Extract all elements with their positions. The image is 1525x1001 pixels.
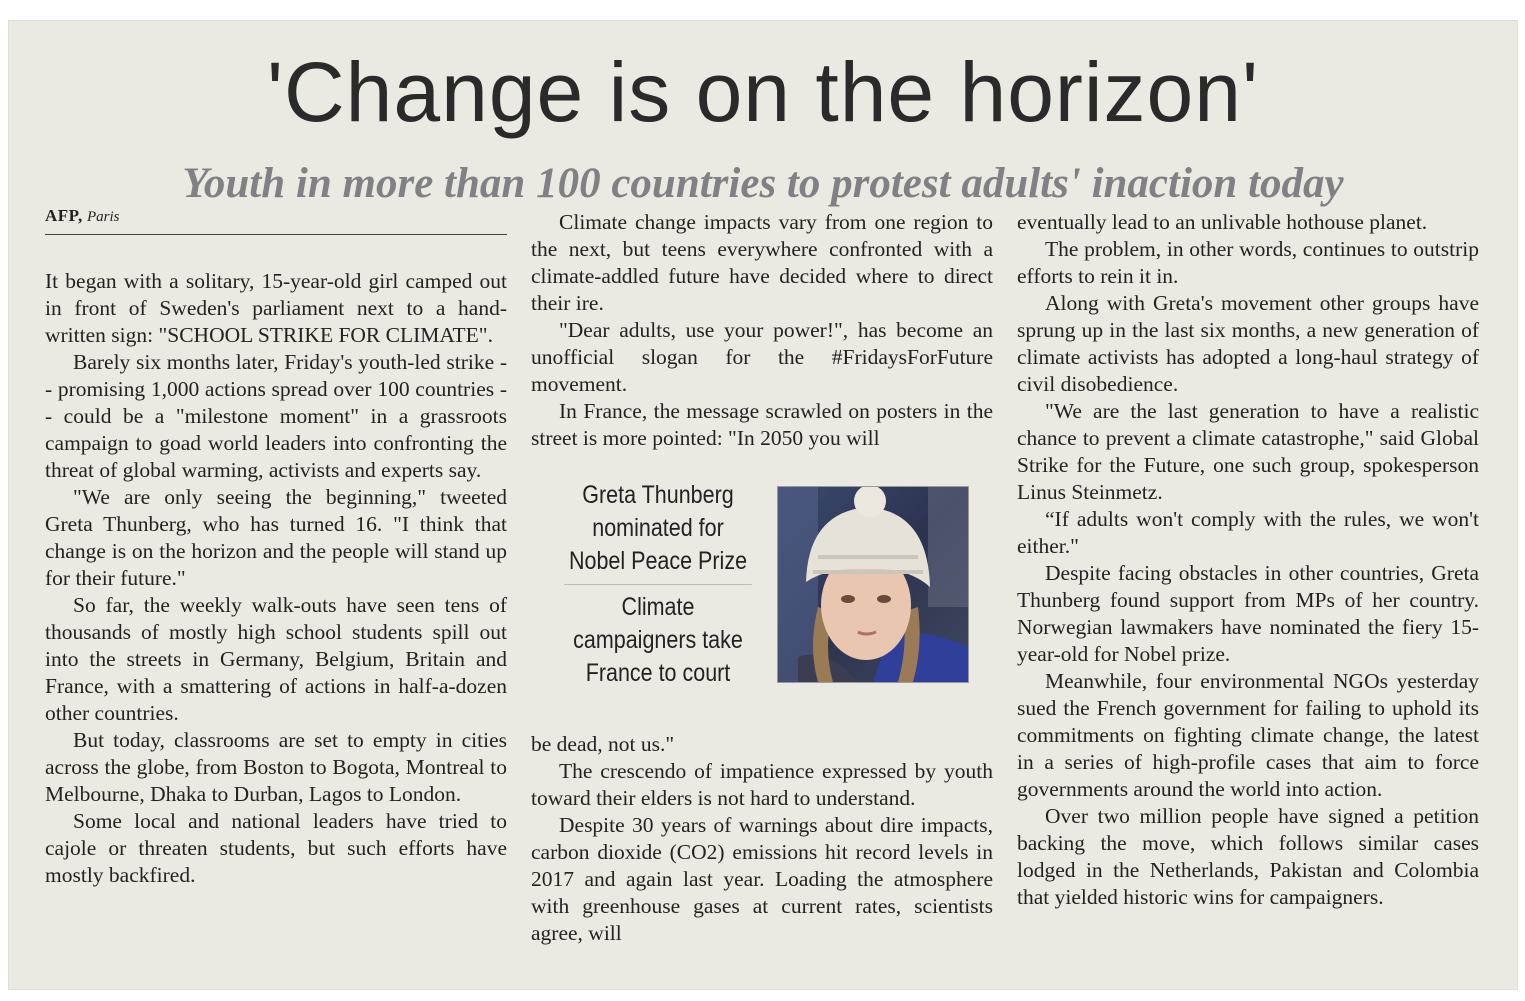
related-stories-box <box>549 479 767 690</box>
article-column-2-bottom <box>531 731 993 947</box>
paragraph: "We are only seeing the beginning," tweeted Greta Thunberg, who has turned 16. "I think that change is on the horizon and the people will stand up for their future." <box>45 485 507 590</box>
paragraph: "We are the last generation to have a realistic chance to prevent a climate catastrophe," said Global Strike for the Future, one such group, spokesperson Linus Steinmetz. <box>1017 399 1479 504</box>
paragraph: Along with Greta's movement other groups have sprung up in the last six months, a new generation of climate activists has adopted a long-haul strategy of civil disobedience. <box>1017 291 1479 396</box>
article-column-2-top <box>531 209 993 452</box>
byline-agency: AFP, <box>45 206 83 225</box>
paragraph: The problem, in other words, continues to outstrip efforts to rein it in. <box>1017 237 1479 288</box>
article-column-1 <box>45 268 507 889</box>
photo-greta-thunberg <box>778 487 968 682</box>
paragraph: Climate change impacts vary from one region to the next, but teens everywhere confronted with a climate-addled future have decided where to direct their ire. <box>531 210 993 315</box>
related-story-nobel[interactable]: Greta Thunberg nominated for Nobel Peace Prize <box>564 479 751 585</box>
headline: 'Change is on the horizon' <box>266 45 1260 139</box>
byline-place: Paris <box>87 209 120 225</box>
subheadline: Youth in more than 100 countries to protest adults' inaction today <box>182 160 1344 207</box>
paragraph: Meanwhile, four environmental NGOs yesterday sued the French government for failing to uphold its commitments on fighting climate change, the latest in a series of high-profile cases that aim to force governments around the world into action. <box>1017 669 1479 801</box>
paragraph: The crescendo of impatience expressed by youth toward their elders is not hard to understand. <box>531 759 993 810</box>
newspaper-clipping <box>8 20 1518 990</box>
paragraph: "Dear adults, use your power!", has become an unofficial slogan for the #FridaysForFuture movement. <box>531 318 993 396</box>
paragraph: Despite 30 years of warnings about dire impacts, carbon dioxide (CO2) emissions hit record levels in 2017 and again last year. Loading the atmosphere with greenhouse gases at current rates, scientists agree, will <box>531 813 993 945</box>
paragraph: be dead, not us." <box>531 732 675 756</box>
article-column-3 <box>1017 209 1479 911</box>
paragraph: Over two million people have signed a petition backing the move, which follows similar cases lodged in the Netherlands, Pakistan and Colombia that yielded historic wins for campaigners. <box>1017 804 1479 909</box>
paragraph: In France, the message scrawled on posters in the street is more pointed: "In 2050 you will <box>531 399 993 450</box>
portrait-photo-icon <box>777 486 969 683</box>
paragraph: “If adults won't comply with the rules, we won't either." <box>1017 507 1479 558</box>
related-story-court[interactable]: Climate campaigners take France to court <box>573 593 743 687</box>
paragraph: Some local and national leaders have tried to cajole or threaten students, but such efforts have mostly backfired. <box>45 809 507 887</box>
paragraph: eventually lead to an unlivable hothouse planet. <box>1017 210 1428 234</box>
paragraph: Barely six months later, Friday's youth-led strike -- promising 1,000 actions spread over 100 countries -- could be a "milestone moment" in a grassroots campaign to goad world leaders into confronting the threat of global warming, activists and experts say. <box>45 350 507 482</box>
paragraph: It began with a solitary, 15-year-old girl camped out in front of Sweden's parliament next to a hand-written sign: "SCHOOL STRIKE FOR CLIMATE". <box>45 269 507 347</box>
paragraph: So far, the weekly walk-outs have seen tens of thousands of mostly high school students spill out into the streets in Germany, Belgium, Britain and France, with a smattering of actions in half-a-dozen other countries. <box>45 593 507 725</box>
paragraph: Despite facing obstacles in other countries, Greta Thunberg found support from MPs of her country. Norwegian lawmakers have nominated the fiery 15-year-old for Nobel prize. <box>1017 561 1479 666</box>
paragraph: But today, classrooms are set to empty in cities across the globe, from Boston to Bogota, Montreal to Melbourne, Dhaka to Durban, Lagos to London. <box>45 728 507 806</box>
byline <box>45 206 507 235</box>
